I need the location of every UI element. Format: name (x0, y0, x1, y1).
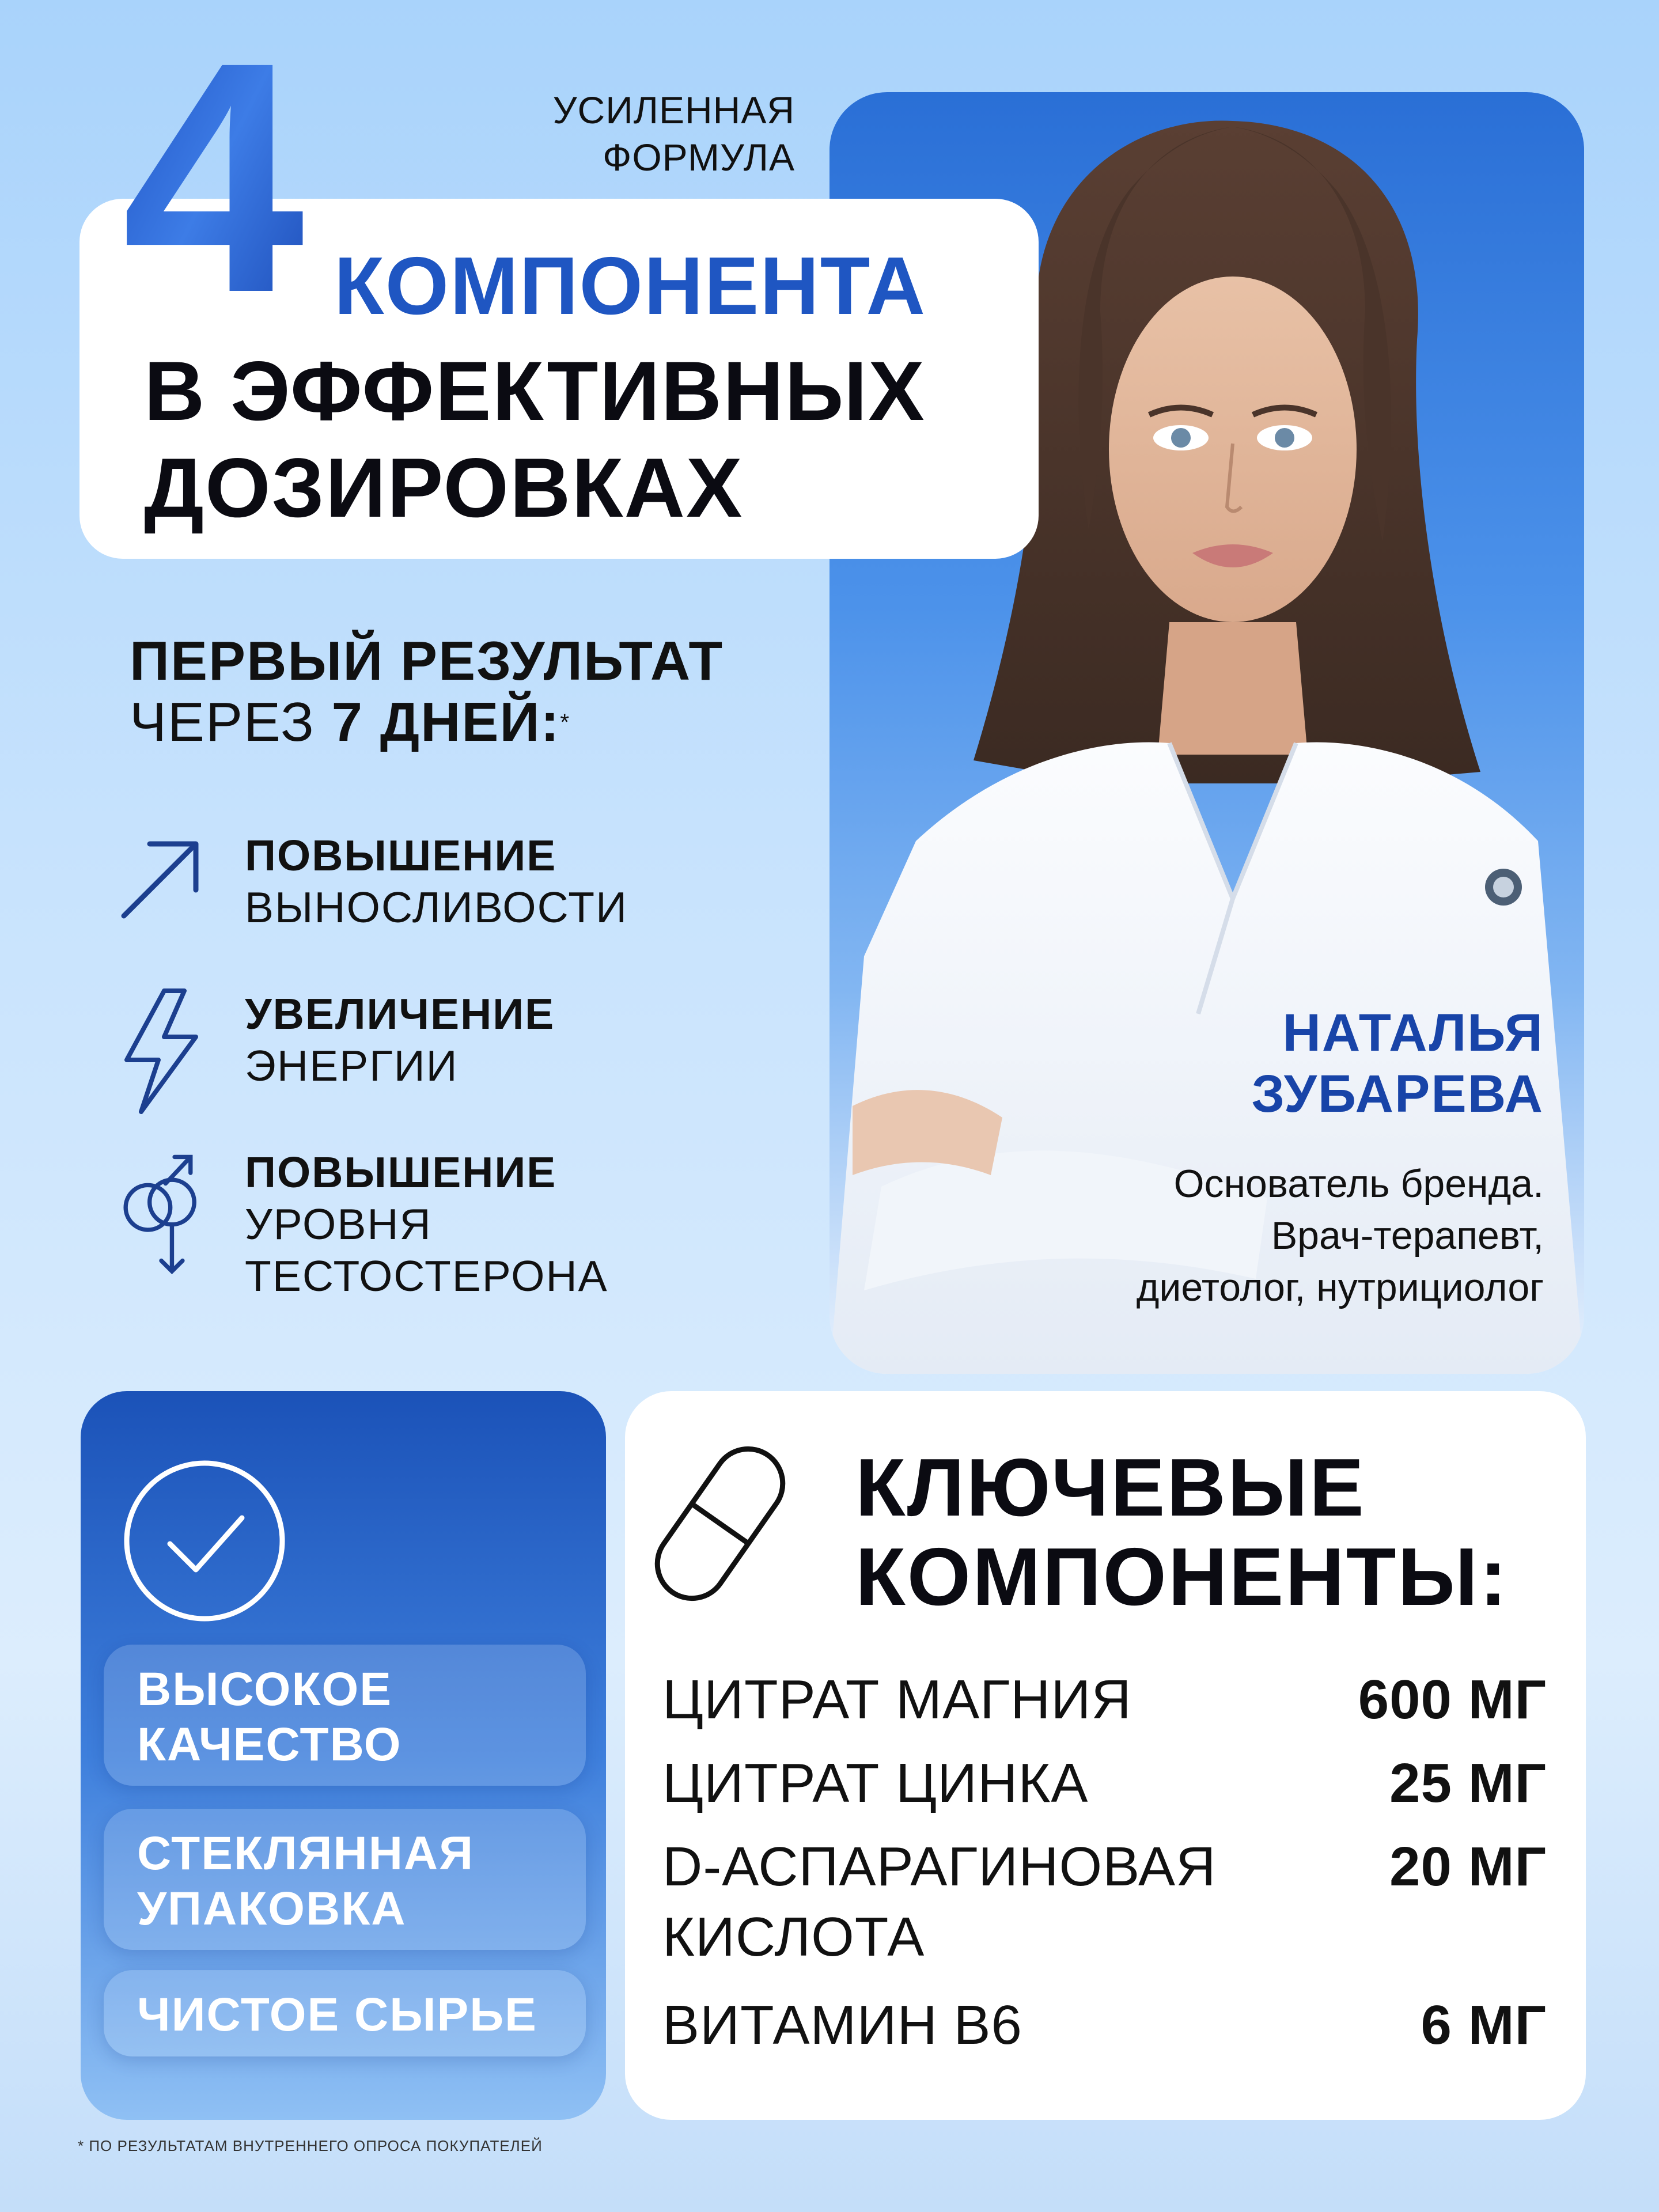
component-name: ВИТАМИН B6 (662, 1994, 1022, 2056)
tagline-line2: ФОРМУЛА (603, 136, 795, 179)
components-title-line1: КЛЮЧЕВЫЕ (855, 1442, 1366, 1533)
component-dose: 20 МГ (1389, 1836, 1547, 1897)
quality-pill-1-line2: КАЧЕСТВО (137, 1718, 402, 1771)
results-asterisk: * (560, 710, 570, 735)
feature-energy-title: УВЕЛИЧЕНИЕ (245, 990, 555, 1038)
tagline-line1: УСИЛЕННАЯ (552, 89, 795, 131)
tagline (472, 86, 795, 181)
footnote: * ПО РЕЗУЛЬТАТАМ ВНУТРЕННЕГО ОПРОСА ПОКУПАТЕЛЕЙ (78, 2137, 543, 2154)
results-title (130, 631, 724, 753)
hero-sub-line2: ДОЗИРОВКАХ (144, 441, 744, 535)
feature-energy-line1: ЭНЕРГИИ (245, 1041, 459, 1090)
results-title-line2 (130, 692, 724, 753)
hero-word: КОМПОНЕНТА (334, 240, 927, 332)
feature-energy (115, 988, 806, 1149)
feature-testosterone-text (245, 1146, 608, 1302)
feature-testosterone-line2: ТЕСТОСТЕРОНА (245, 1252, 608, 1300)
hero-subtitle (144, 343, 926, 536)
component-name: ЦИТРАТ МАГНИЯ (662, 1669, 1132, 1730)
expert-role-line3: диетолог, нутрициолог (1136, 1266, 1544, 1309)
expert-role-line1: Основатель бренда. (1173, 1162, 1544, 1206)
expert-role-line2: Врач-терапевт, (1271, 1214, 1544, 1257)
component-name-line2: КИСЛОТА (662, 1906, 925, 1968)
feature-energy-text (245, 988, 555, 1092)
components-title (855, 1443, 1509, 1622)
component-name (662, 1832, 1325, 1972)
expert-name (1118, 1002, 1544, 1124)
component-dose: 6 МГ (1421, 1994, 1547, 2056)
quality-pill-pure-raw (104, 1970, 586, 2056)
male-symbol-icon (115, 1146, 207, 1285)
feature-testosterone-line1: УРОВНЯ (245, 1200, 432, 1248)
results-title-days: 7 ДНЕЙ: (331, 691, 560, 753)
quality-pill-high-quality (104, 1645, 586, 1786)
checkmark-circle-icon (121, 1457, 288, 1624)
results-title-prefix: ЧЕРЕЗ (130, 691, 315, 753)
feature-endurance-line1: ВЫНОСЛИВОСТИ (245, 883, 628, 931)
quality-pill-3-line1: ЧИСТОЕ СЫРЬЕ (137, 1988, 537, 2041)
hero-number-four (92, 46, 334, 300)
component-name: ЦИТРАТ ЦИНКА (662, 1752, 1089, 1814)
component-row (662, 1748, 1547, 1819)
feature-endurance (115, 830, 806, 991)
quality-pill-glass-package (104, 1809, 586, 1950)
hero-sub-line1: В ЭФФЕКТИВНЫХ (144, 344, 926, 438)
component-row (662, 1990, 1547, 2061)
quality-pill-2-line2: УПАКОВКА (137, 1883, 407, 1935)
results-title-line1: ПЕРВЫЙ РЕЗУЛЬТАТ (130, 630, 724, 692)
expert-name-line1: НАТАЛЬЯ (1282, 1003, 1544, 1062)
svg-text:4: 4 (122, 46, 305, 300)
quality-pill-1-line1: ВЫСОКОЕ (137, 1663, 392, 1715)
quality-pill-2-line1: СТЕКЛЯННАЯ (137, 1827, 475, 1880)
feature-testosterone (115, 1146, 806, 1308)
component-dose: 25 МГ (1389, 1752, 1547, 1814)
component-row (662, 1665, 1547, 1735)
feature-testosterone-title: ПОВЫШЕНИЕ (245, 1148, 557, 1196)
component-name-line1: D-АСПАРАГИНОВАЯ (662, 1836, 1217, 1897)
lightning-icon (115, 988, 207, 1126)
feature-endurance-title: ПОВЫШЕНИЕ (245, 831, 557, 880)
components-title-line2: КОМПОНЕНТЫ: (855, 1531, 1509, 1623)
component-dose: 600 МГ (1358, 1669, 1547, 1730)
expert-name-line2: ЗУБАРЕВА (1251, 1065, 1544, 1123)
expert-role (956, 1158, 1544, 1313)
arrow-up-right-icon (115, 830, 207, 968)
capsule-icon (645, 1434, 795, 1613)
component-row (662, 1832, 1547, 1976)
feature-endurance-text (245, 830, 628, 933)
